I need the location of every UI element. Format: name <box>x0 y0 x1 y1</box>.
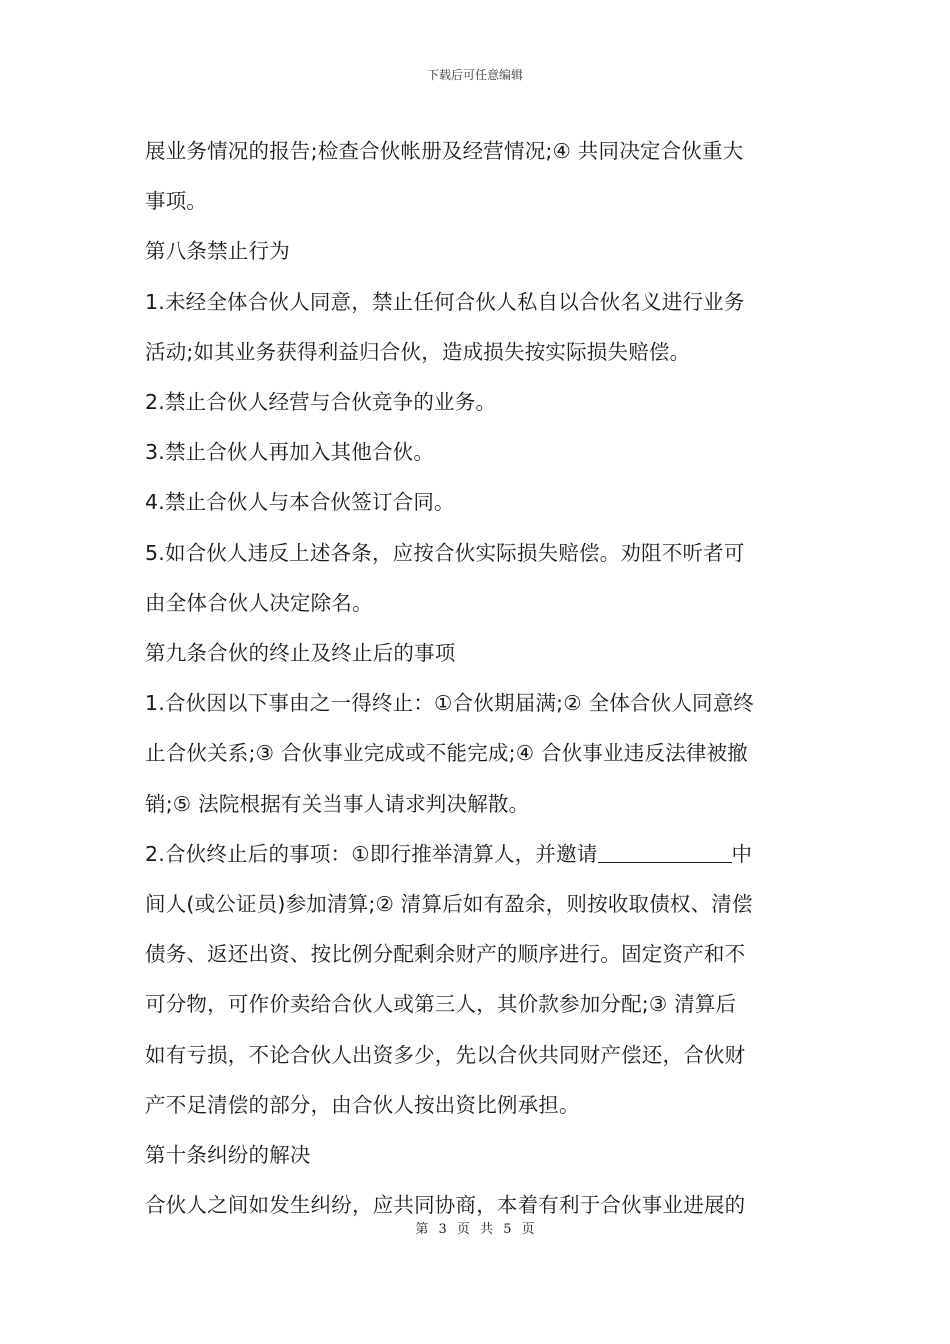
list-item <box>145 678 810 829</box>
text-line: 1.合伙因以下事由之一得终止：①合伙期届满;② 全体合伙人同意终 <box>145 691 755 716</box>
article-heading <box>145 628 810 678</box>
text-line: 1.未经全体合伙人同意，禁止任何合伙人私自以合伙名义进行业务 <box>145 289 745 314</box>
article-heading <box>145 1130 810 1180</box>
text-line: 2.禁止合伙人经营与合伙竞争的业务。 <box>145 390 497 415</box>
text-line: 5.如合伙人违反上述各条，应按合伙实际损失赔偿。劝阻不听者可 <box>145 540 745 565</box>
paragraph-article7-continued <box>145 126 810 226</box>
text-line: 间人(或公证员)参加清算;② 清算后如有盈余，则按收取债权、清偿 <box>145 892 753 917</box>
list-item <box>145 427 810 477</box>
text-line: 展业务情况的报告;检查合伙帐册及经营情况;④ 共同决定合伙重大 <box>145 139 744 163</box>
article-heading <box>145 226 810 276</box>
text-line: 第九条合伙的终止及终止后的事项 <box>145 641 456 666</box>
list-item <box>145 277 810 377</box>
text-line: 债务、返还出资、按比例分配剩余财产的顺序进行。固定资产和不 <box>145 942 746 967</box>
page-header: 下载后可任意编辑 <box>426 68 523 82</box>
text-line-with-blank <box>145 829 810 879</box>
text-line: 第十条纠纷的解决 <box>145 1143 311 1168</box>
list-item <box>145 829 810 1130</box>
text-line: 可分物，可作价卖给合伙人或第三人，其价款参加分配;③ 清算后 <box>145 992 737 1017</box>
document-body <box>145 126 810 1230</box>
text-segment: 2.合伙终止后的事项：①即行推举清算人，并邀请 <box>145 841 598 866</box>
text-line: 合伙人之间如发生纠纷，应共同协商，本着有利于合伙事业进展的 <box>145 1193 746 1218</box>
text-line: 由全体合伙人决定除名。 <box>145 590 373 615</box>
text-line: 4.禁止合伙人与本合伙签订合同。 <box>145 490 455 515</box>
list-item <box>145 377 810 427</box>
text-line: 如有亏损，不论合伙人出资多少，先以合伙共同财产偿还，合伙财 <box>145 1042 746 1067</box>
fill-in-blank <box>598 842 732 863</box>
text-line: 止合伙关系;③ 合伙事业完成或不能完成;④ 合伙事业违反法律被撤 <box>145 741 749 766</box>
text-line: 3.禁止合伙人再加入其他合伙。 <box>145 440 435 465</box>
text-line: 销;⑤ 法院根据有关当事人请求判决解散。 <box>145 791 530 816</box>
text-line: 第八条禁止行为 <box>145 239 290 264</box>
list-item <box>145 528 810 628</box>
text-segment: 中 <box>731 841 753 866</box>
text-line: 产不足清偿的部分，由合伙人按出资比例承担。 <box>145 1092 580 1117</box>
text-line: 事项。 <box>145 189 208 214</box>
list-item <box>145 477 810 527</box>
text-line: 活动;如其业务获得利益归合伙，造成损失按实际损失赔偿。 <box>145 339 691 364</box>
page-footer: 第 3 页 共 5 页 <box>415 1222 535 1237</box>
